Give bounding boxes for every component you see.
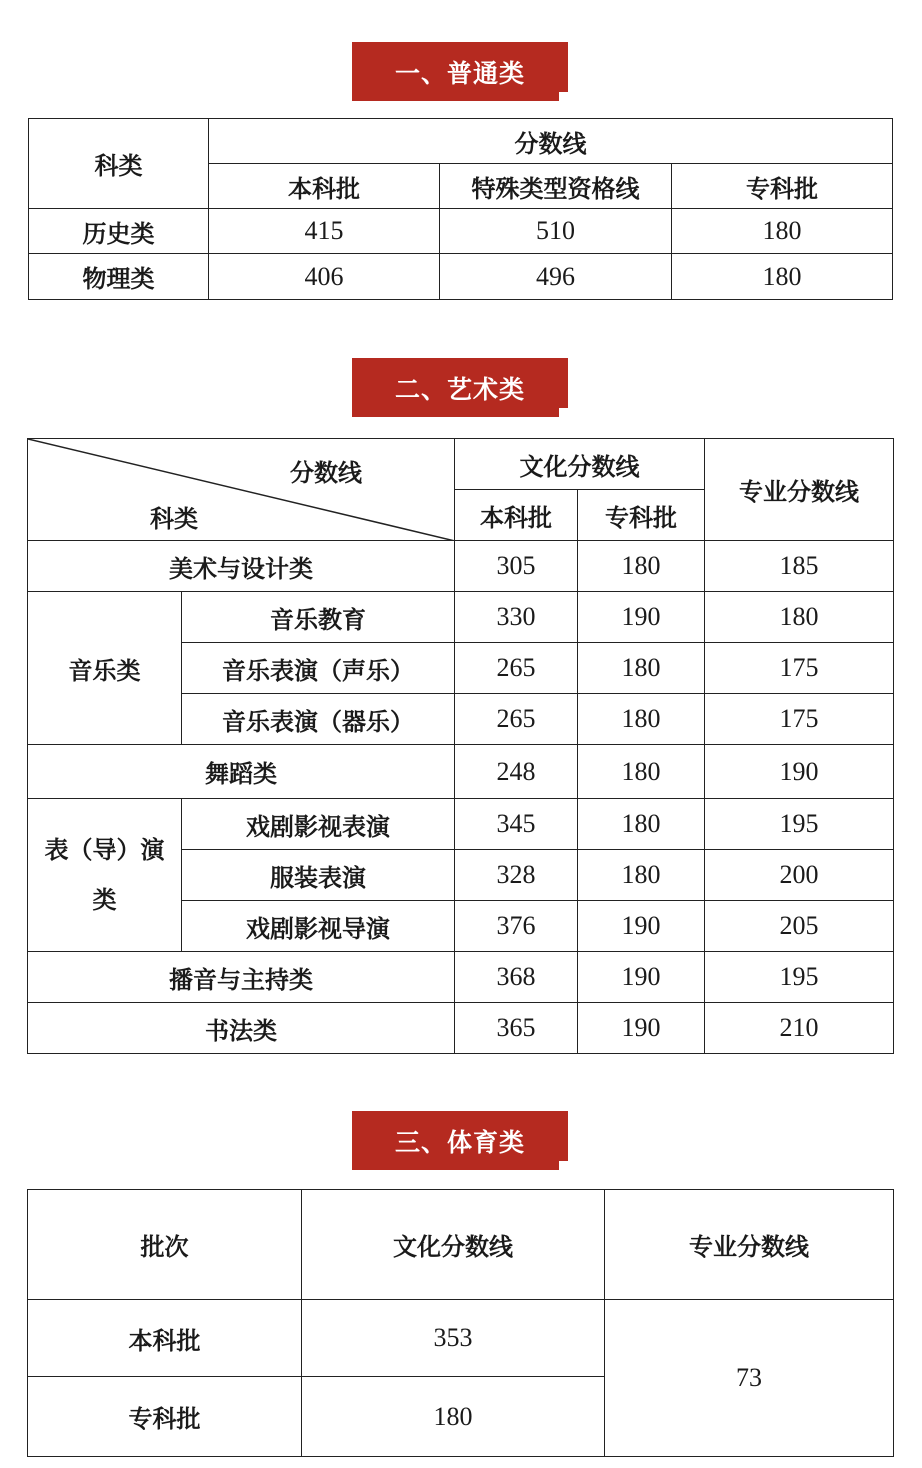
row-label: 播音与主持类 xyxy=(28,952,455,1003)
cell-value: 496 xyxy=(440,254,672,300)
cell-pro-value: 73 xyxy=(605,1300,894,1457)
section-banner-sports xyxy=(352,1111,568,1170)
cell-value: 406 xyxy=(209,254,440,300)
row-label: 书法类 xyxy=(28,1003,455,1054)
cell-value: 210 xyxy=(705,1003,894,1054)
header-junior: 专科批 xyxy=(672,164,893,209)
cell-value: 180 xyxy=(578,850,705,901)
diag-bottom-label: 科类 xyxy=(150,505,198,533)
row-label: 美术与设计类 xyxy=(28,541,455,592)
cell-value: 190 xyxy=(578,592,705,643)
table-row xyxy=(28,799,894,850)
header-pro: 专业分数线 xyxy=(605,1190,894,1300)
cell-value: 328 xyxy=(455,850,578,901)
cell-value: 368 xyxy=(455,952,578,1003)
table-row xyxy=(29,254,893,300)
header-undergrad: 本科批 xyxy=(209,164,440,209)
section-title: 二、艺术类 xyxy=(394,374,525,404)
header-pro: 专业分数线 xyxy=(705,439,894,541)
cell-value: 248 xyxy=(455,745,578,799)
header-special: 特殊类型资格线 xyxy=(440,164,672,209)
header-score-line: 分数线 xyxy=(209,119,893,164)
cell-value: 180 xyxy=(578,745,705,799)
cell-value: 415 xyxy=(209,209,440,254)
header-culture: 文化分数线 xyxy=(302,1190,605,1300)
table-row xyxy=(28,1003,894,1054)
cell-value: 376 xyxy=(455,901,578,952)
group-label-performance: 表（导）演类 xyxy=(28,799,182,952)
cell-value: 195 xyxy=(705,952,894,1003)
general-score-table xyxy=(28,118,893,300)
table-row xyxy=(29,209,893,254)
cell-value: 175 xyxy=(705,694,894,745)
row-label: 服装表演 xyxy=(182,850,455,901)
section-title: 三、体育类 xyxy=(394,1127,525,1157)
cell-value: 180 xyxy=(578,643,705,694)
diag-top-label: 分数线 xyxy=(290,459,362,487)
cell-value: 265 xyxy=(455,694,578,745)
cell-value: 190 xyxy=(578,952,705,1003)
cell-value: 190 xyxy=(578,1003,705,1054)
cell-value: 345 xyxy=(455,799,578,850)
cell-value: 180 xyxy=(672,209,893,254)
cell-value: 190 xyxy=(705,745,894,799)
cell-value: 353 xyxy=(302,1300,605,1377)
section-banner-general xyxy=(352,42,568,101)
cell-value: 180 xyxy=(578,541,705,592)
cell-value: 180 xyxy=(672,254,893,300)
table-row xyxy=(28,541,894,592)
row-label: 戏剧影视导演 xyxy=(182,901,455,952)
row-label: 物理类 xyxy=(29,254,209,300)
row-label: 历史类 xyxy=(29,209,209,254)
header-batch: 批次 xyxy=(28,1190,302,1300)
cell-value: 195 xyxy=(705,799,894,850)
cell-value: 180 xyxy=(302,1377,605,1457)
cell-value: 205 xyxy=(705,901,894,952)
cell-value: 265 xyxy=(455,643,578,694)
table-row xyxy=(28,952,894,1003)
row-label: 音乐表演（声乐） xyxy=(182,643,455,694)
row-label: 专科批 xyxy=(28,1377,302,1457)
row-label: 音乐教育 xyxy=(182,592,455,643)
row-label: 音乐表演（器乐） xyxy=(182,694,455,745)
cell-value: 200 xyxy=(705,850,894,901)
cell-value: 185 xyxy=(705,541,894,592)
cell-value: 305 xyxy=(455,541,578,592)
row-label: 舞蹈类 xyxy=(28,745,455,799)
cell-value: 365 xyxy=(455,1003,578,1054)
diagonal-line xyxy=(28,439,455,541)
cell-value: 510 xyxy=(440,209,672,254)
art-score-table xyxy=(27,438,894,1054)
table-row xyxy=(28,745,894,799)
cell-value: 180 xyxy=(705,592,894,643)
row-label: 戏剧影视表演 xyxy=(182,799,455,850)
header-undergrad: 本科批 xyxy=(455,490,578,541)
table-row xyxy=(28,1300,894,1377)
sports-score-table xyxy=(27,1189,894,1457)
header-subject: 科类 xyxy=(29,119,209,209)
section-title: 一、普通类 xyxy=(394,58,525,88)
cell-value: 180 xyxy=(578,799,705,850)
table-row xyxy=(28,592,894,643)
header-culture: 文化分数线 xyxy=(455,439,705,490)
diagonal-header-cell xyxy=(28,439,455,541)
group-label-music: 音乐类 xyxy=(28,592,182,745)
cell-value: 330 xyxy=(455,592,578,643)
cell-value: 175 xyxy=(705,643,894,694)
section-banner-art xyxy=(352,358,568,417)
header-junior: 专科批 xyxy=(578,490,705,541)
cell-value: 190 xyxy=(578,901,705,952)
cell-value: 180 xyxy=(578,694,705,745)
row-label: 本科批 xyxy=(28,1300,302,1377)
